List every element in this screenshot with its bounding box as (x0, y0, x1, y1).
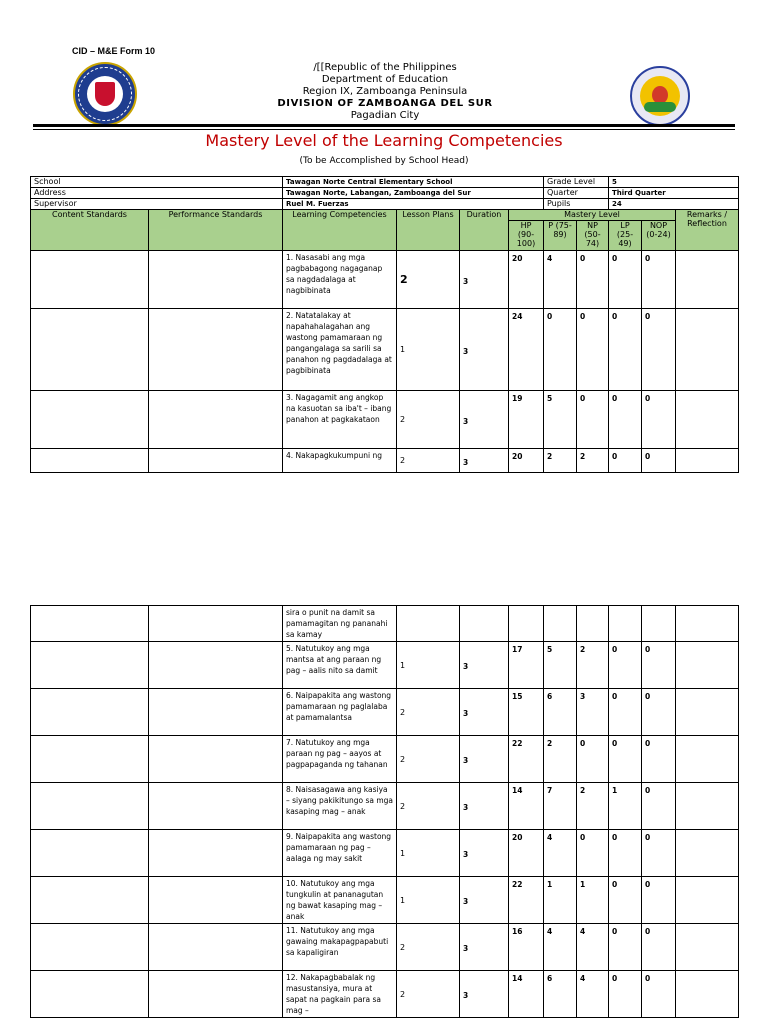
content-standard-cell (31, 736, 149, 783)
duration-cell: 3 (460, 391, 509, 449)
lesson-plans-cell (397, 606, 460, 642)
np-cell: 0 (577, 830, 609, 877)
col-performance-standards: Performance Standards (149, 210, 283, 251)
p-cell: 6 (544, 689, 577, 736)
lp-cell: 0 (609, 830, 642, 877)
duration-cell: 3 (460, 642, 509, 689)
duration-cell: 3 (460, 924, 509, 971)
duration-cell (460, 606, 509, 642)
duration-cell: 3 (460, 783, 509, 830)
hp-cell: 20 (509, 830, 544, 877)
p-cell: 5 (544, 642, 577, 689)
form-code: CID – M&E Form 10 (72, 46, 156, 56)
content-standard-cell (31, 689, 149, 736)
performance-standard-cell (149, 606, 283, 642)
table-row (31, 783, 739, 830)
school-value: Tawagan Norte Central Elementary School (283, 177, 544, 188)
info-row-address (31, 188, 739, 199)
col-mastery-level: Mastery Level (509, 210, 676, 221)
lesson-plans-cell: 2 (397, 449, 460, 473)
performance-standard-cell (149, 924, 283, 971)
lp-cell: 0 (609, 971, 642, 1018)
lesson-plans-cell: 2 (397, 924, 460, 971)
content-standard-cell (31, 924, 149, 971)
pupils-value: 24 (609, 199, 739, 210)
hp-cell: 16 (509, 924, 544, 971)
performance-standard-cell (149, 877, 283, 924)
lesson-plans-cell: 1 (397, 309, 460, 391)
col-learning-competencies: Learning Competencies (283, 210, 397, 251)
content-standard-cell (31, 391, 149, 449)
nop-cell: 0 (642, 924, 676, 971)
competency-cell: 8. Naisasagawa ang kasiya – siyang pakikitungo sa mga kasaping mag – anak (283, 783, 397, 830)
nop-cell: 0 (642, 309, 676, 391)
competency-cell: 3. Nagagamit ang angkop na kasuotan sa iba't – ibang panahon at pagkakataon (283, 391, 397, 449)
col-nop: NOP (0-24) (642, 221, 676, 251)
duration-cell: 3 (460, 830, 509, 877)
col-lp: LP (25-49) (609, 221, 642, 251)
nop-cell: 0 (642, 783, 676, 830)
nop-cell: 0 (642, 971, 676, 1018)
lp-cell: 0 (609, 877, 642, 924)
duration-cell: 3 (460, 877, 509, 924)
col-duration: Duration (460, 210, 509, 251)
nop-cell: 0 (642, 391, 676, 449)
competency-cell: 6. Naipapakita ang wastong pamamaraan ng paglalaba at pamamalantsa (283, 689, 397, 736)
lp-cell: 0 (609, 924, 642, 971)
performance-standard-cell (149, 309, 283, 391)
lp-cell: 0 (609, 642, 642, 689)
competency-cell: 4. Nakapagkukumpuni ng (283, 449, 397, 473)
supervisor-label: Supervisor (31, 199, 283, 210)
p-cell: 7 (544, 783, 577, 830)
lp-cell: 0 (609, 251, 642, 309)
header-rule (33, 124, 735, 127)
mastery-table-page2 (30, 605, 739, 1018)
p-cell: 1 (544, 877, 577, 924)
competency-cell: sira o punit na damit sa pamamagitan ng pananahi sa kamay (283, 606, 397, 642)
lesson-plans-cell: 2 (397, 251, 460, 309)
lesson-plans-cell: 2 (397, 971, 460, 1018)
content-standard-cell (31, 309, 149, 391)
page-subtitle: (To be Accomplished by School Head) (299, 156, 469, 166)
lesson-plans-cell: 2 (397, 689, 460, 736)
duration-cell: 3 (460, 449, 509, 473)
header-division: DIVISION OF ZAMBOANGA DEL SUR (277, 98, 493, 109)
col-lesson-plans: Lesson Plans (397, 210, 460, 251)
np-cell: 4 (577, 924, 609, 971)
address-label: Address (31, 188, 283, 199)
hp-cell: 20 (509, 449, 544, 473)
np-cell: 3 (577, 689, 609, 736)
np-cell: 4 (577, 971, 609, 1018)
pupils-label: Pupils (544, 199, 609, 210)
quarter-value: Third Quarter (609, 188, 739, 199)
content-standard-cell (31, 449, 149, 473)
content-standard-cell (31, 971, 149, 1018)
p-cell: 0 (544, 309, 577, 391)
table-row (31, 830, 739, 877)
remarks-cell (676, 736, 739, 783)
hp-cell: 22 (509, 877, 544, 924)
performance-standard-cell (149, 642, 283, 689)
hp-cell (509, 606, 544, 642)
hp-cell: 22 (509, 736, 544, 783)
header-republic: /[[Republic of the Philippines (313, 62, 457, 73)
np-cell: 0 (577, 391, 609, 449)
nop-cell: 0 (642, 251, 676, 309)
remarks-cell (676, 971, 739, 1018)
lp-cell (609, 606, 642, 642)
quarter-label: Quarter (544, 188, 609, 199)
hp-cell: 15 (509, 689, 544, 736)
remarks-cell (676, 642, 739, 689)
content-standard-cell (31, 783, 149, 830)
lesson-plans-cell: 1 (397, 830, 460, 877)
hp-cell: 24 (509, 309, 544, 391)
np-cell: 2 (577, 449, 609, 473)
competency-cell: 12. Nakapagbabalak ng masustansiya, mura at sapat na pagkain para sa mag – (283, 971, 397, 1018)
lesson-plans-cell: 2 (397, 783, 460, 830)
table-row (31, 251, 739, 309)
mastery-table-page1 (30, 176, 739, 473)
remarks-cell (676, 689, 739, 736)
duration-cell: 3 (460, 309, 509, 391)
p-cell: 4 (544, 251, 577, 309)
remarks-cell (676, 830, 739, 877)
address-value: Tawagan Norte, Labangan, Zamboanga del Sur (283, 188, 544, 199)
competency-cell: 1. Nasasabi ang mga pagbabagong nagaganap sa nagdadalaga at nagbibinata (283, 251, 397, 309)
lp-cell: 0 (609, 309, 642, 391)
table-row (31, 449, 739, 473)
lesson-plans-cell: 2 (397, 736, 460, 783)
content-standard-cell (31, 606, 149, 642)
table-row (31, 971, 739, 1018)
performance-standard-cell (149, 971, 283, 1018)
remarks-cell (676, 391, 739, 449)
col-remarks: Remarks / Reflection (676, 210, 739, 251)
performance-standard-cell (149, 736, 283, 783)
p-cell: 4 (544, 830, 577, 877)
column-header-row (31, 210, 739, 221)
performance-standard-cell (149, 449, 283, 473)
header-city: Pagadian City (350, 110, 420, 121)
content-standard-cell (31, 830, 149, 877)
table-row (31, 736, 739, 783)
performance-standard-cell (149, 783, 283, 830)
remarks-cell (676, 606, 739, 642)
performance-standard-cell (149, 251, 283, 309)
performance-standard-cell (149, 830, 283, 877)
p-cell: 2 (544, 449, 577, 473)
lp-cell: 1 (609, 783, 642, 830)
table-row (31, 642, 739, 689)
content-standard-cell (31, 642, 149, 689)
table-row (31, 924, 739, 971)
competency-cell: 2. Natatalakay at napahahalagahan ang wastong pamamaraan ng pangangalaga sa sarili sa panahon ng pagdadalaga at pagbibinata (283, 309, 397, 391)
table-row (31, 877, 739, 924)
nop-cell: 0 (642, 830, 676, 877)
division-seal-icon (630, 66, 690, 126)
duration-cell: 3 (460, 689, 509, 736)
np-cell: 1 (577, 877, 609, 924)
info-row-supervisor (31, 199, 739, 210)
competency-cell: 11. Natutukoy ang mga gawaing makapagpapabuti sa kapaligiran (283, 924, 397, 971)
nop-cell: 0 (642, 877, 676, 924)
page-title: Mastery Level of the Learning Competencies (205, 131, 563, 150)
hp-cell: 20 (509, 251, 544, 309)
lp-cell: 0 (609, 689, 642, 736)
remarks-cell (676, 251, 739, 309)
col-content-standards: Content Standards (31, 210, 149, 251)
header-rule-thin (33, 129, 735, 130)
col-p: P (75-89) (544, 221, 577, 251)
school-label: School (31, 177, 283, 188)
p-cell: 2 (544, 736, 577, 783)
hp-cell: 17 (509, 642, 544, 689)
np-cell: 0 (577, 251, 609, 309)
info-row-school (31, 177, 739, 188)
competency-cell: 7. Natutukoy ang mga paraan ng pag – aayos at pagpapaganda ng tahanan (283, 736, 397, 783)
duration-cell: 3 (460, 736, 509, 783)
duration-cell: 3 (460, 251, 509, 309)
lp-cell: 0 (609, 391, 642, 449)
hp-cell: 14 (509, 783, 544, 830)
header-department: Department of Education (321, 74, 449, 85)
deped-seal-icon (73, 62, 137, 126)
np-cell: 0 (577, 736, 609, 783)
competency-cell: 10. Natutukoy ang mga tungkulin at pananagutan ng bawat kasaping mag – anak (283, 877, 397, 924)
table-row (31, 391, 739, 449)
nop-cell: 0 (642, 736, 676, 783)
np-cell: 2 (577, 642, 609, 689)
lp-cell: 0 (609, 449, 642, 473)
competency-cell: 9. Naipapakita ang wastong pamamaraan ng pag – aalaga ng may sakit (283, 830, 397, 877)
col-hp: HP (90-100) (509, 221, 544, 251)
remarks-cell (676, 783, 739, 830)
hp-cell: 19 (509, 391, 544, 449)
lesson-plans-cell: 2 (397, 391, 460, 449)
p-cell: 5 (544, 391, 577, 449)
header-region: Region IX, Zamboanga Peninsula (302, 86, 468, 97)
nop-cell: 0 (642, 449, 676, 473)
table-row (31, 606, 739, 642)
np-cell: 0 (577, 309, 609, 391)
remarks-cell (676, 309, 739, 391)
duration-cell: 3 (460, 971, 509, 1018)
competency-cell: 5. Natutukoy ang mga mantsa at ang paraan ng pag – aalis nito sa damit (283, 642, 397, 689)
grade-label: Grade Level (544, 177, 609, 188)
p-cell: 6 (544, 971, 577, 1018)
remarks-cell (676, 877, 739, 924)
nop-cell (642, 606, 676, 642)
content-standard-cell (31, 251, 149, 309)
lp-cell: 0 (609, 736, 642, 783)
hp-cell: 14 (509, 971, 544, 1018)
p-cell (544, 606, 577, 642)
np-cell (577, 606, 609, 642)
col-np: NP (50-74) (577, 221, 609, 251)
performance-standard-cell (149, 391, 283, 449)
content-standard-cell (31, 877, 149, 924)
np-cell: 2 (577, 783, 609, 830)
p-cell: 4 (544, 924, 577, 971)
supervisor-value: Ruel M. Fuerzas (283, 199, 544, 210)
lesson-plans-cell: 1 (397, 877, 460, 924)
nop-cell: 0 (642, 689, 676, 736)
lesson-plans-cell: 1 (397, 642, 460, 689)
remarks-cell (676, 449, 739, 473)
performance-standard-cell (149, 689, 283, 736)
grade-value: 5 (609, 177, 739, 188)
table-row (31, 309, 739, 391)
remarks-cell (676, 924, 739, 971)
nop-cell: 0 (642, 642, 676, 689)
table-row (31, 689, 739, 736)
